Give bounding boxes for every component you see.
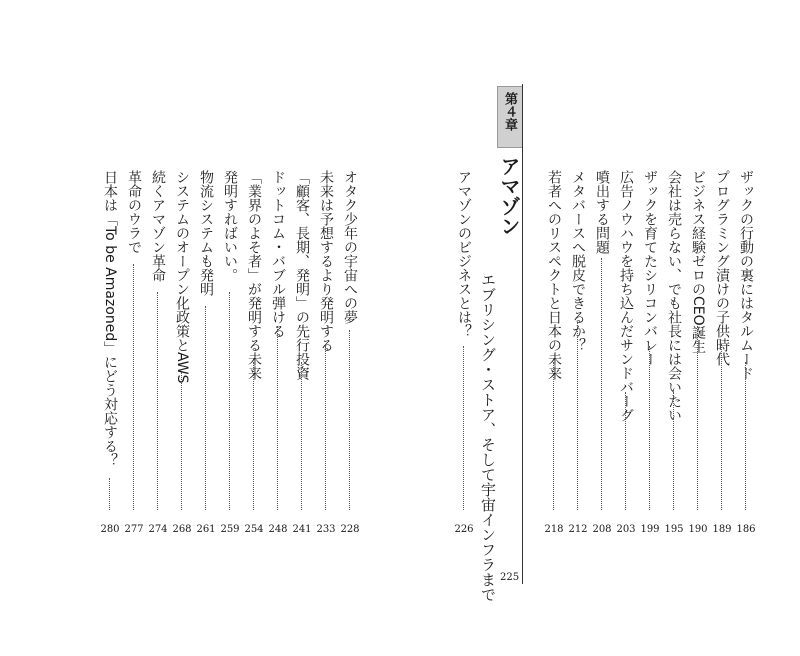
toc-entry-title: 噴出する問題 bbox=[594, 170, 610, 254]
toc-entry-page: 280 bbox=[100, 524, 120, 535]
dot-leader bbox=[301, 362, 302, 510]
dot-leader bbox=[697, 326, 698, 510]
toc-entry-page: 228 bbox=[340, 524, 360, 535]
dot-leader bbox=[649, 346, 650, 510]
dot-leader bbox=[253, 362, 254, 510]
toc-entry-title: 会社は売らない、でも社長には会いたい bbox=[666, 170, 682, 422]
chapter-number: 第４章 bbox=[502, 92, 517, 131]
dot-leader bbox=[349, 330, 350, 510]
toc-entry-page: 203 bbox=[616, 524, 636, 535]
toc-entry-page: 195 bbox=[664, 524, 684, 535]
dot-leader bbox=[133, 264, 134, 510]
toc-entry-page: 259 bbox=[220, 524, 240, 535]
chapter-page: 225 bbox=[500, 572, 520, 583]
toc-entry-title: アマゾンのビジネスとは？ bbox=[456, 170, 472, 338]
toc-entry-page: 218 bbox=[544, 524, 564, 535]
toc-entry-page: 189 bbox=[712, 524, 732, 535]
toc-entry-title: システムのオープン化政策とAWS bbox=[174, 170, 190, 384]
toc-entry-page: 274 bbox=[148, 524, 168, 535]
dot-leader bbox=[157, 292, 158, 510]
toc-entry-title: 「業界のよそ者」が発明する未来 bbox=[246, 170, 262, 380]
toc-entry-title: ドットコム・バブル弾ける bbox=[270, 170, 286, 338]
toc-entry-page: 248 bbox=[268, 524, 288, 535]
toc-entry-title: メタバースへ脱皮できるか？ bbox=[570, 170, 586, 352]
dot-leader bbox=[277, 326, 278, 510]
toc-entry-title: 「顧客、長期、発明」の先行投資 bbox=[294, 170, 310, 380]
toc-entry-page: 268 bbox=[172, 524, 192, 535]
dot-leader bbox=[601, 258, 602, 510]
toc-entry-title: 続くアマゾン革命 bbox=[150, 170, 166, 282]
toc-entry-title: ビジネス経験ゼロのCEO誕生 bbox=[690, 170, 706, 354]
dot-leader bbox=[673, 392, 674, 510]
toc-entry-title: プログラミング漬けの子供時代 bbox=[714, 170, 730, 366]
dot-leader bbox=[721, 344, 722, 510]
toc-entry-page: 254 bbox=[244, 524, 264, 535]
toc-entry-title: 広告ノウハウを持ち込んだサンドバーグ bbox=[618, 170, 634, 422]
dot-leader bbox=[577, 322, 578, 510]
dot-leader bbox=[181, 372, 182, 510]
toc-entry-title: 日本は「To be Amazoned」にどう対応する？ bbox=[102, 170, 118, 468]
dot-leader bbox=[553, 362, 554, 510]
toc-entry-page: 190 bbox=[688, 524, 708, 535]
chapter-rule bbox=[522, 84, 523, 584]
chapter-title: アマゾン bbox=[497, 156, 521, 236]
toc-entry-title: ザックを育てたシリコンバレー bbox=[642, 170, 658, 366]
toc-entry-title: 物流システムも発明 bbox=[198, 170, 214, 296]
toc-entry-page: 241 bbox=[292, 524, 312, 535]
dot-leader bbox=[625, 392, 626, 510]
toc-entry-page: 277 bbox=[124, 524, 144, 535]
toc-entry-page: 226 bbox=[454, 524, 474, 535]
toc-entry-page: 261 bbox=[196, 524, 216, 535]
toc-entry-page: 212 bbox=[568, 524, 588, 535]
dot-leader bbox=[229, 292, 230, 510]
toc-entry-page: 199 bbox=[640, 524, 660, 535]
dot-leader bbox=[745, 362, 746, 510]
toc-entry-title: 革命のウラで bbox=[126, 170, 142, 254]
toc-entry-page: 186 bbox=[736, 524, 756, 535]
dot-leader bbox=[205, 306, 206, 510]
toc-entry-title: 発明すればいい。 bbox=[222, 170, 238, 282]
toc-entry-title: オタク少年の宇宙への夢 bbox=[342, 170, 358, 324]
dot-leader bbox=[325, 346, 326, 510]
toc-entry-title: ザックの行動の裏にはタルムード bbox=[738, 170, 754, 380]
dot-leader bbox=[109, 478, 110, 510]
toc-entry-title: 若者へのリスペクトと日本の未来 bbox=[546, 170, 562, 380]
toc-entry-page: 208 bbox=[592, 524, 612, 535]
dot-leader bbox=[463, 346, 464, 510]
toc-entry-page: 233 bbox=[316, 524, 336, 535]
toc-entry-title: 未来は予想するより発明する bbox=[318, 170, 334, 352]
chapter-subtitle: エブリシング・ストア、そして宇宙インフラまで bbox=[479, 272, 497, 602]
